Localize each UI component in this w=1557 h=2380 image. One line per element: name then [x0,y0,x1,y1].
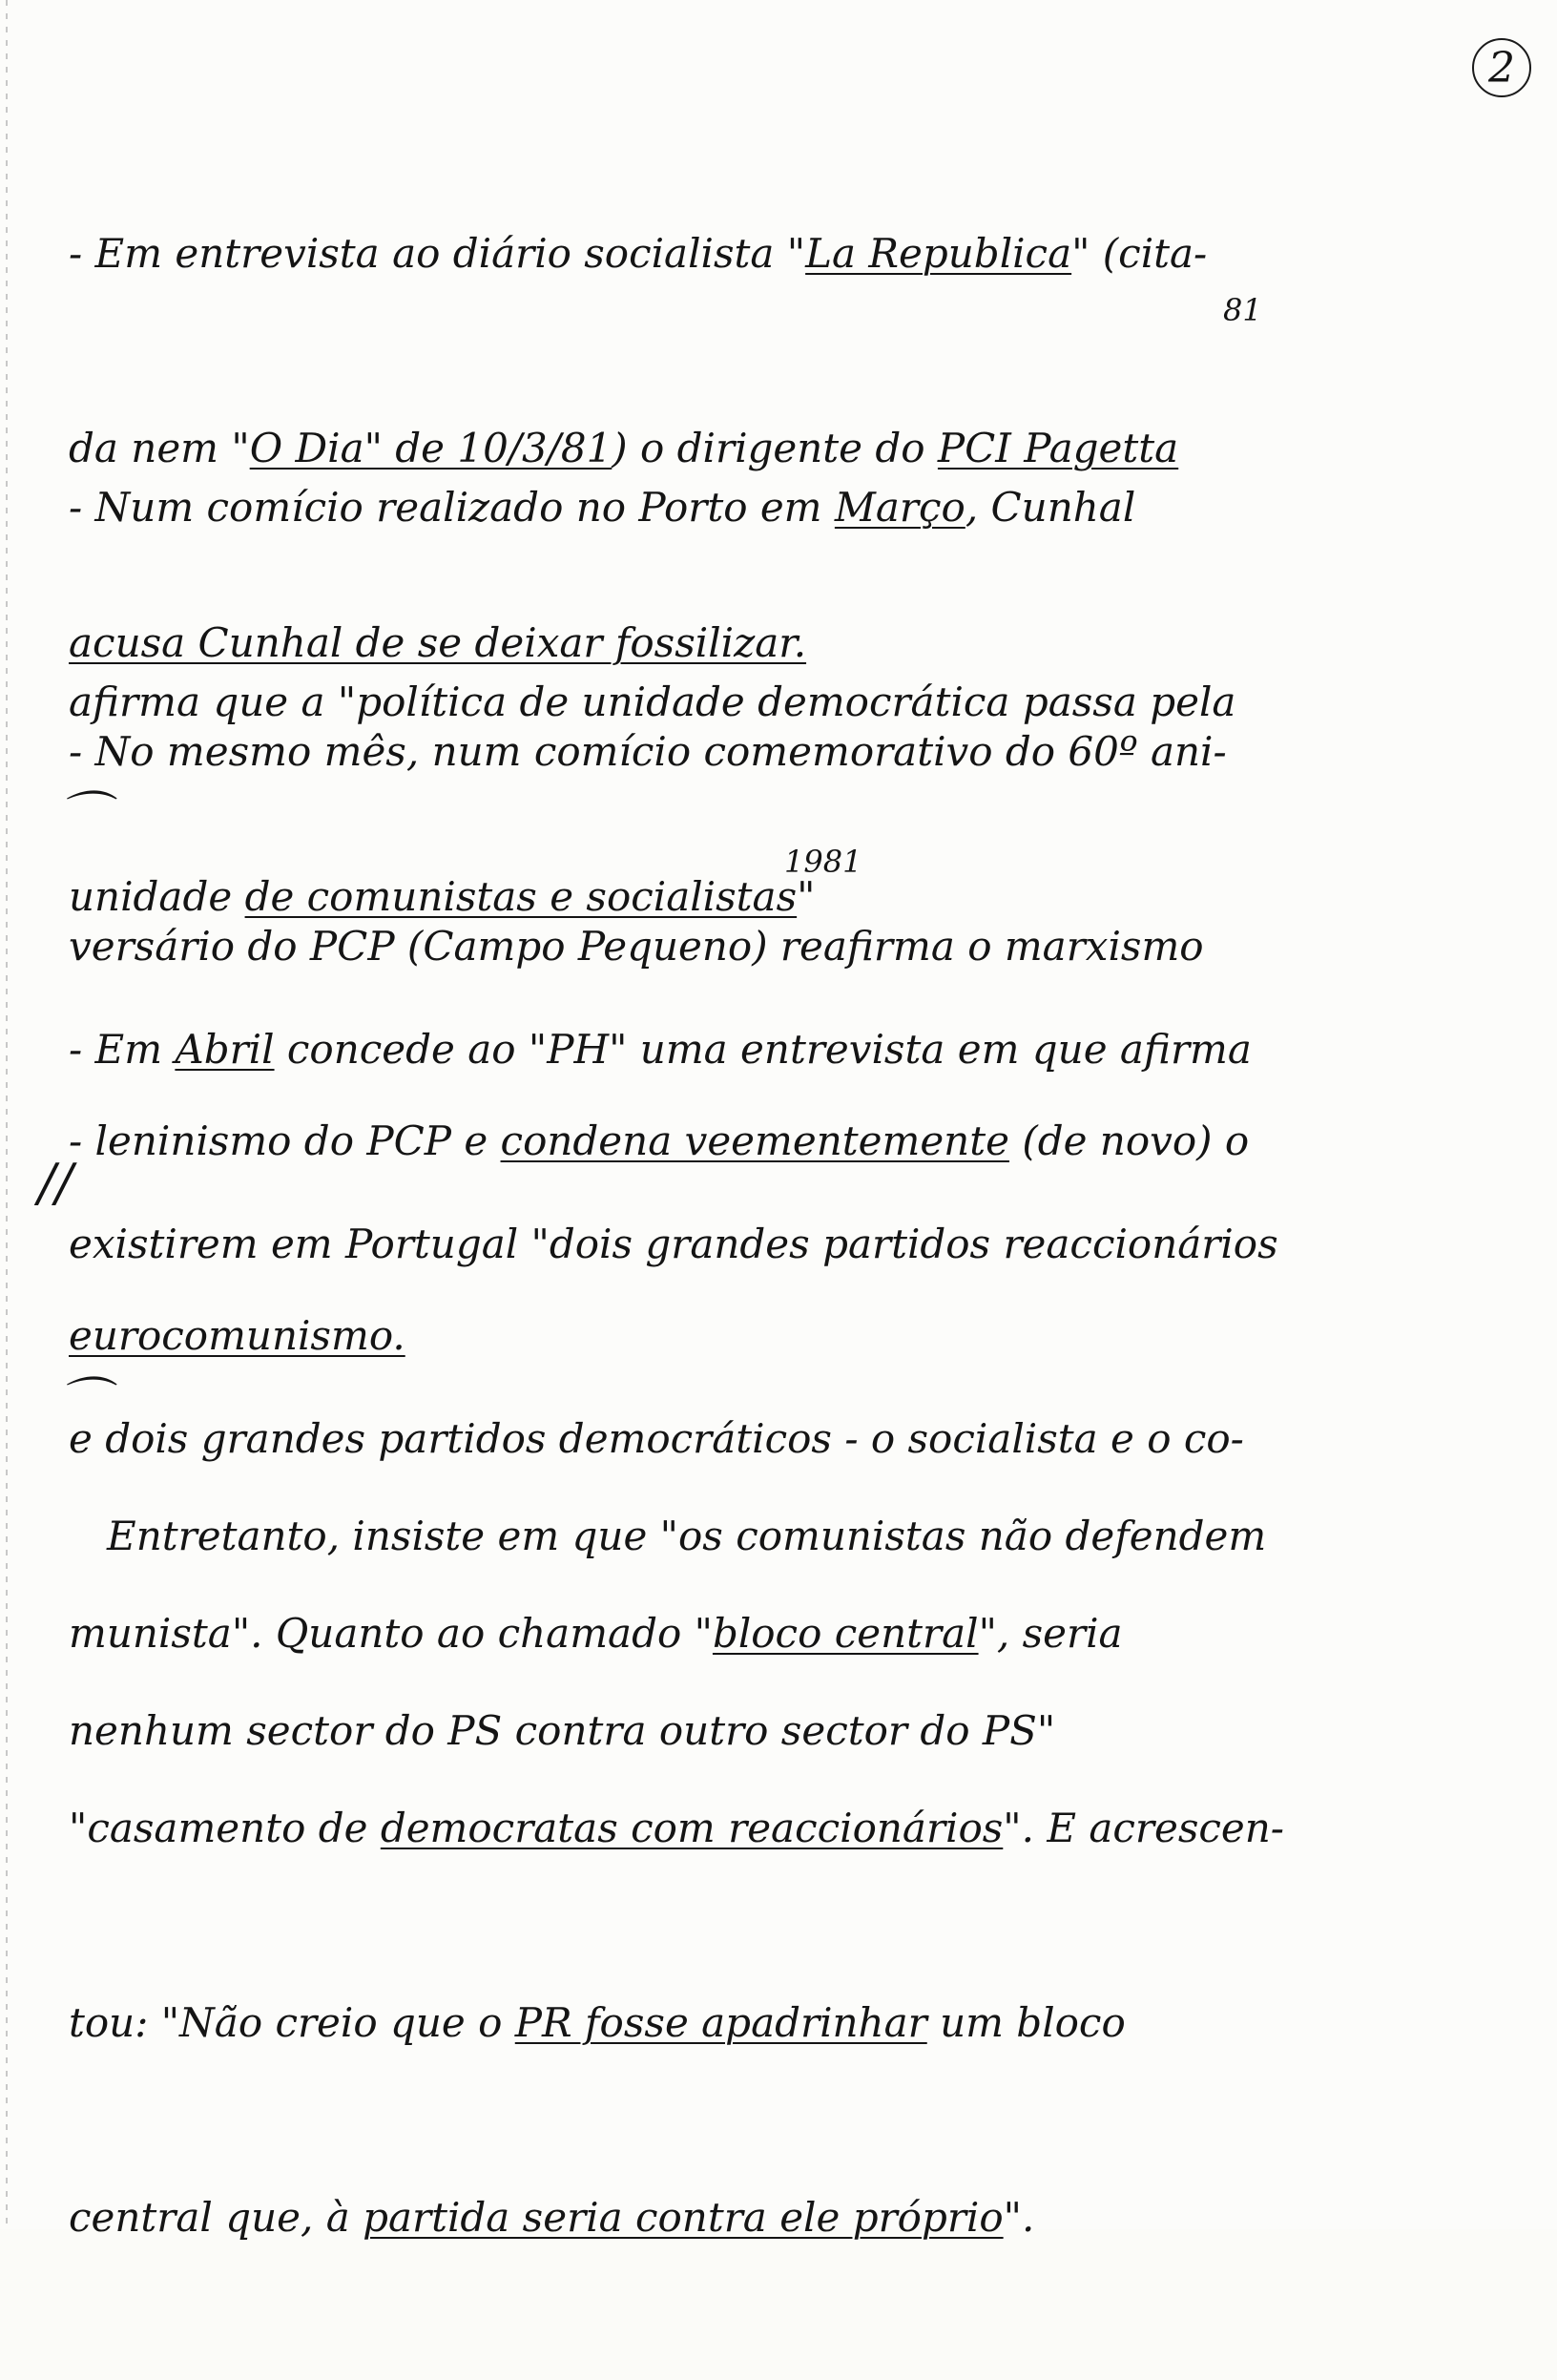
underlined-comunistas-socialistas: de comunistas e socialistas [244,873,798,920]
note4-line2: existirem em Portugal "dois grandes partidos reaccionários [69,1221,1278,1267]
note4-line5: "casamento de democratas com reaccionários". E acrescen- [69,1805,1284,1851]
note3-line1: - No mesmo mês, num comício comemorativo do 60º ani- [69,728,1227,775]
note4-line3: e dois grandes partidos democráticos - o socialista e o co- [69,1415,1244,1462]
note5-line2: nenhum sector do PS contra outro sector do PS" [69,1707,1056,1754]
note2-line2: afirma que a "política de unidade democrática passa pela [69,679,1236,725]
note1-line1: - Em entrevista ao diário socialista "La Republica" (cita- [69,230,1208,277]
note-entretanto [69,1374,1519,1893]
superscript-81: 81 [1223,292,1262,328]
underlined-abril: Abril [175,1026,275,1073]
underlined-pci-pagetta: PCI Pagetta [937,425,1179,471]
note1-line3: acusa Cunhal de se deixar fossilizar. [69,619,807,666]
margin-bar-mark: // [38,1153,73,1213]
superscript-1981: 1981 [784,844,862,880]
note4-line1: - Em Abril concede ao "PH" uma entrevista em que afirma [69,1026,1252,1073]
underlined-eurocomunismo: eurocomunismo. [69,1312,405,1359]
scan-edge-line [6,0,8,2229]
underlined-bloco-central: bloco central [712,1610,979,1657]
underlined-pr-apadrinhar: PR fosse apadrinhar [514,1999,927,2046]
note2-line1: - Num comício realizado no Porto em Março, Cunhal [69,484,1136,531]
note3-line3: - leninismo do PCP e condena veementemente (de novo) o [69,1117,1250,1164]
note4-line7: central que, à partida seria contra ele próprio". [69,2194,1035,2241]
note2-line3: unidade de comunistas e socialistas" [69,873,816,920]
underlined-condena: condena veementemente [500,1117,1009,1164]
note4-line6: tou: "Não creio que o PR fosse apadrinhar um bloco [69,1999,1126,2046]
underlined-democratas-reaccionarios: democratas com reaccionários [380,1805,1004,1851]
margin-hook-1: ⌒ [57,786,109,846]
note5-line1: Entretanto, insiste em que "os comunistas não defendem [69,1513,1267,1559]
page-number: 2 [1472,38,1531,97]
underlined-partida-proprio: partida seria contra ele próprio [363,2194,1004,2241]
underlined-marco: Março [834,484,965,531]
margin-hook-2: ⌒ [57,1372,109,1432]
note3-line2: versário do PCP (Campo Pequeno) reafirma o marxismo [69,923,1204,970]
note1-line2: da nem "O Dia" de 10/3/81) o dirigente do PCI Pagetta [69,425,1179,471]
note4-line4: munista". Quanto ao chamado "bloco central", seria [69,1610,1123,1657]
underlined-o-dia-date: O Dia" de 10/3/81 [249,425,612,471]
underlined-la-republica: La Republica [805,230,1072,277]
